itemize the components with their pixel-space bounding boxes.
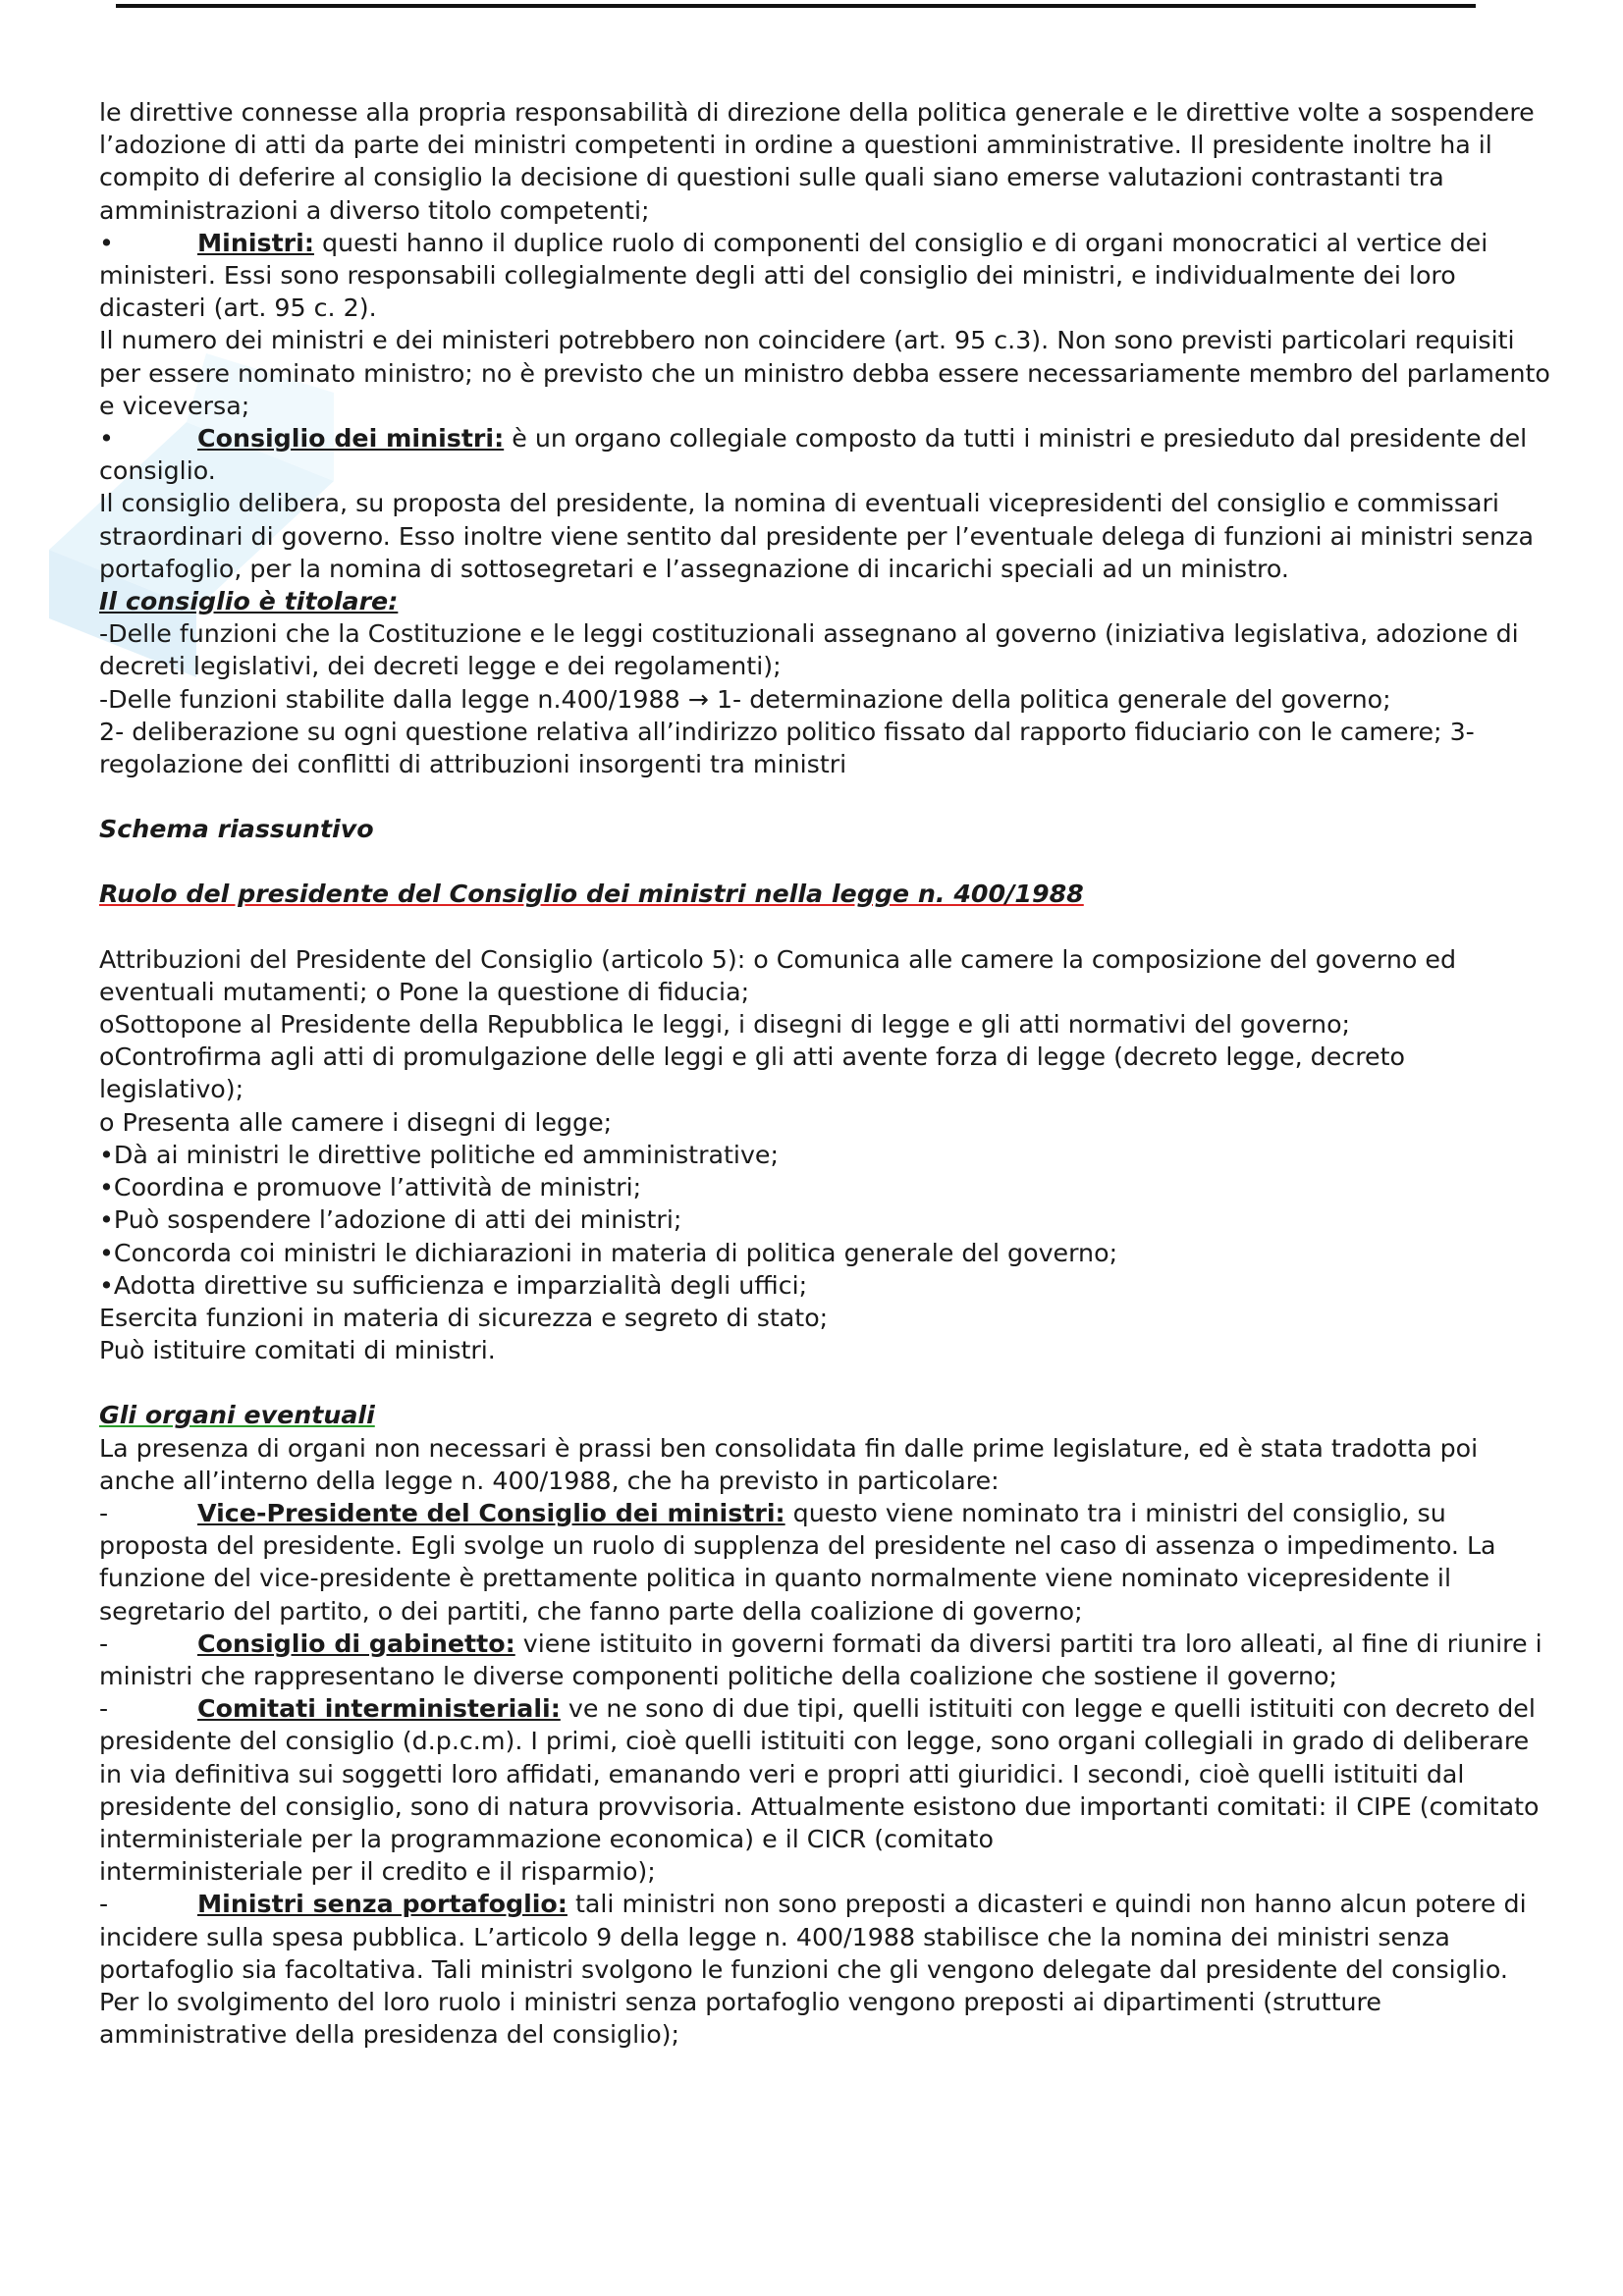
schema-line: •Concorda coi ministri le dichiarazioni in materia di politica generale del governo; [99,1238,1118,1267]
term-comitati: Comitati interministeriali: [197,1694,561,1724]
item-gabinetto [99,1628,1552,1692]
paragraph-numero-ministri: Il numero dei ministri e dei ministeri potrebbero non coincidere (art. 95 c.3). Non sono previsti particolari requisiti per essere nominato ministro; no è previsto che un ministro debba essere necessariamente membro del parlamento e viceversa; [99,326,1550,420]
item-ministri [99,227,1552,325]
schema-line: Attribuzioni del Presidente del Consiglio (articolo 5): o Comunica alle camere la composizione del governo ed eventuali mutamenti; o Pone la questione di fiducia; [99,944,1457,1006]
text-vice-presidente: questo viene nominato tra i ministri del consiglio, su proposta del presidente. Egli svolge un ruolo di supplenza del presidente nel caso di assenza o impedimento. La funzione del vice-presidente è prettamente politica in quanto normalmente viene nominato vicepresidente il segretario del partito, o dei partiti, che fanno parte della coalizione di governo; [99,1498,1496,1626]
heading-ruolo: Ruolo del presidente del Consiglio dei ministri nella legge n. 400/1988 [99,880,1084,909]
dash: - [99,1498,109,1527]
schema-line: •Coordina e promuove l’attività de ministri; [99,1173,642,1202]
text-comitati: ve ne sono di due tipi, quelli istituiti con legge e quelli istituiti con decreto del presidente del consiglio (d.p.c.m). I primi, cioè quelli istituiti con legge, sono organi collegiali in grado di deliberare in via definitiva sui soggetti loro affidati, emanando veri e propri atti giuridici. I secondi, cioè quelli istituiti dal presidente del consiglio, sono di natura provvisoria. Attualmente esistono due importanti comitati: il CIPE (comitato interministeriale per la programmazione economica) e il CICR (comitato [99,1694,1540,1853]
titolare-line-2: -Delle funzioni stabilite dalla legge n.400/1988 → 1- determinazione della politica generale del governo; [99,684,1391,714]
paragraph-direttive: le direttive connesse alla propria responsabilità di direzione della politica generale e le direttive volte a sospendere l’adozione di atti da parte dei ministri competenti in ordine a questioni amministrative. Il presidente inoltre ha il compito di deferire al consiglio la decisione di questioni sulle quali siano emerse valutazioni contrastanti tra amministrazioni a diverso titolo competenti; [99,98,1535,225]
dash: - [99,1694,109,1724]
text-consiglio: è un organo collegiale composto da tutti i ministri e presieduto dal presidente del consiglio. [99,424,1528,486]
titolare-line-1: -Delle funzioni che la Costituzione e le leggi costituzionali assegnano al governo (iniziativa legislativa, adozione di decreti legislativi, dei decreti legge e dei regolamenti); [99,619,1519,681]
schema-line: Esercita funzioni in materia di sicurezza e segreto di stato; [99,1303,829,1332]
item-vice-presidente [99,1497,1552,1628]
dash: - [99,1890,109,1919]
term-ministri: Ministri: [197,228,314,257]
item-comitati [99,1692,1552,1855]
document-page [99,96,1552,2051]
text-gabinetto: viene istituito in governi formati da diversi partiti tra loro alleati, al fine di riunire i ministri che rappresentano le diverse componenti politiche della coalizione che sostiene il governo; [99,1629,1542,1690]
titolare-line-3: 2- deliberazione su ogni questione relativa all’indirizzo politico fissato dal rapporto fiduciario con le camere; 3- regolazione dei conflitti di attribuzioni insorgenti tra ministri [99,717,1475,779]
comitati-tail: interministeriale per il credito e il risparmio); [99,1857,656,1887]
paragraph-organi-intro: La presenza di organi non necessari è prassi ben consolidata fin dalle prime legislature, ed è stata tradotta poi anche all’interno della legge n. 400/1988, che ha previsto in particolare: [99,1433,1479,1495]
bullet: • [99,424,114,454]
term-consiglio: Consiglio dei ministri: [197,424,505,454]
schema-line: Può istituire comitati di ministri. [99,1336,496,1365]
item-senza-portafoglio [99,1888,1552,2051]
text-senza-portafoglio: tali ministri non sono preposti a dicasteri e quindi non hanno alcun potere di incidere sulla spesa pubblica. L’articolo 9 della legge n. 400/1988 stabilisce che la nomina dei ministri senza portafoglio sia facoltativa. Tali ministri svolgono le funzioni che gli vengono delegate dal presidente del consiglio. Per lo svolgimento del loro ruolo i ministri senza portafoglio vengono preposti ai dipartimenti (strutture amministrative della presidenza del consiglio); [99,1890,1527,2050]
heading-titolare: Il consiglio è titolare: [99,587,399,616]
dash: - [99,1629,109,1658]
bullet: • [99,228,114,257]
schema-line: oSottopone al Presidente della Repubblica le leggi, i disegni di legge e gli atti normativi del governo; [99,1010,1351,1040]
top-rule [116,4,1476,8]
heading-schema: Schema riassuntivo [99,815,374,844]
schema-line: •Adotta direttive su sufficienza e imparzialità degli uffici; [99,1270,808,1300]
schema-line: •Dà ai ministri le direttive politiche ed amministrative; [99,1140,780,1169]
schema-line: •Può sospendere l’adozione di atti dei ministri; [99,1205,682,1235]
term-senza-portafoglio: Ministri senza portafoglio: [197,1890,568,1919]
schema-line: oControfirma agli atti di promulgazione delle leggi e gli atti avente forza di legge (decreto legge, decreto legislativo); [99,1042,1406,1104]
term-vice-presidente: Vice-Presidente del Consiglio dei ministri: [197,1498,785,1527]
schema-line: o Presenta alle camere i disegni di legge; [99,1107,613,1137]
paragraph-delibera: Il consiglio delibera, su proposta del presidente, la nomina di eventuali vicepresidenti del consiglio e commissari straordinari di governo. Esso inoltre viene sentito dal presidente per l’eventuale delega di funzioni ai ministri senza portafoglio, per la nomina di sottosegretari e l’assegnazione di incarichi speciali ad un ministro. [99,489,1535,583]
heading-organi: Gli organi eventuali [99,1401,375,1430]
item-consiglio [99,422,1552,487]
text-ministri: questi hanno il duplice ruolo di componenti del consiglio e di organi monocratici al vertice dei ministeri. Essi sono responsabili collegialmente degli atti del consiglio dei ministri, e individualmente dei loro dicasteri (art. 95 c. 2). [99,228,1488,323]
term-gabinetto: Consiglio di gabinetto: [197,1629,515,1658]
